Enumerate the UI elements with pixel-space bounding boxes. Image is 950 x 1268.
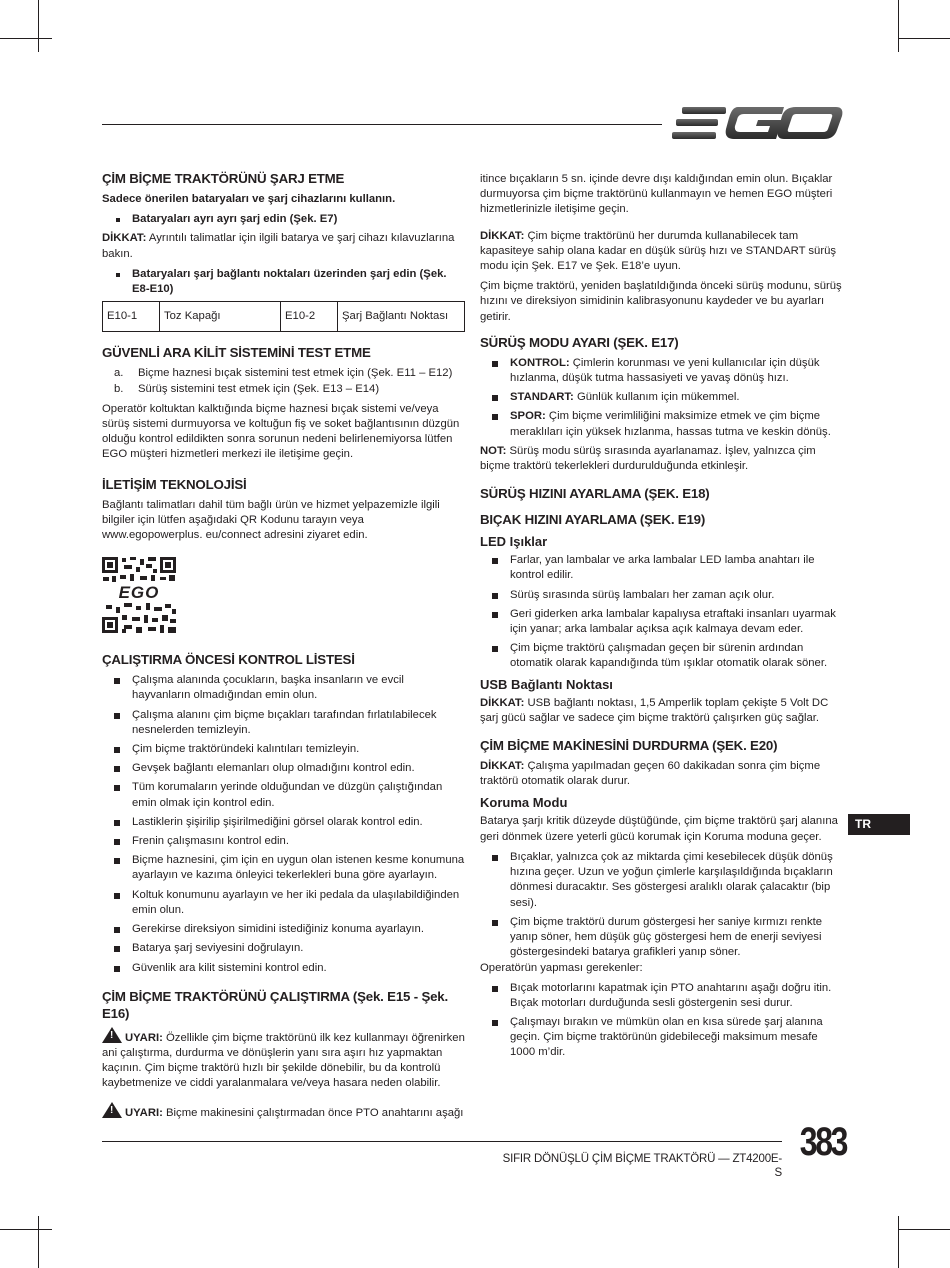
list-item: Tüm korumaların yerinde olduğundan ve düzgün çalıştığından emin olmak için kontrol edin. [102,780,465,810]
crop-mark [898,1216,899,1268]
protect-list [480,850,844,960]
table-row [103,302,465,332]
list-item: Çim biçme traktöründeki kalıntıları temizleyin. [102,742,465,757]
warning-icon [102,1027,122,1043]
list-item: KONTROL: Çimlerin korunması ve yeni kullanıcılar için düşük hızlanma, düşük tutma hassasiyeti ve yavaş dönüş hızı. [480,356,844,386]
comm-body: Bağlantı talimatları dahil tüm bağlı ürün ve hizmet yelpazemizle ilgili bilgiler için lütfen aşağıdaki QR Kodunu tarayın veya www.egopowerplus. eu/connect adresini ziyaret edin. [102,498,440,542]
list-item: Lastiklerin şişirilip şişirilmediğini görsel olarak kontrol edin. [102,815,465,830]
section-title-operate: ÇİM BİÇME TRAKTÖRÜNÜ ÇALIŞTIRMA (Şek. E15 - Şek. E16) [102,988,449,1021]
list-item: Gevşek bağlantı elemanları olup olmadığını kontrol edin. [102,761,465,776]
list-item: Frenin çalışmasını kontrol edin. [102,834,465,849]
list-item: Çalışma alanını çim biçme bıçakları tarafından fırlatılabilecek nesnelerden temizleyin. [102,708,465,738]
stop-text: DİKKAT: Çalışma yapılmadan geçen 60 dakikadan sonra çim biçme traktörü otomatik olarak durur. [480,760,821,788]
crop-mark [898,1229,950,1230]
operate-warning-2: !UYARI: Biçme makinesini çalıştırmadan önce PTO anahtarını aşağı [102,1102,465,1121]
section-title-stop: ÇİM BİÇME MAKİNESİNİ DURDURMA (ŞEK. E20) [480,738,778,754]
crop-mark [0,1229,52,1230]
crop-mark [898,0,899,52]
drive-mode-note: NOT: Sürüş modu sürüş sırasında ayarlanamaz. İşlev, yalnızca çim biçme traktörü tekerlekleri durdurulduğunda etkinleşir. [480,444,816,473]
charge-list-1 [102,212,465,227]
crop-mark [0,38,52,39]
list-item: Çalışma alanında çocukların, başka insanların ve evcil hayvanların olmadığından emin olun. [102,673,465,703]
drive-dikkat: DİKKAT: Çim biçme traktörünü her durumda kullanabilecek tam kapasiteye sahip olana kadar en düşük sürüş hızı ve STANDART sürüş modu için Şek. E17 ve Şek. E18’e uyun. [480,229,837,273]
qr-logo-text: EGO [118,583,160,603]
list-item: Gerekirse direksiyon simidini istediğiniz konuma ayarlayın. [102,922,465,937]
continued-text: itince bıçakların 5 sn. içinde devre dışı kaldığından emin olun. Bıçaklar durmuyorsa çim biçme traktörünü kullanmayın ve hemen EGO müşteri hizmetlerinizle iletişime geçin. [480,173,833,216]
list-item: Bıçaklar, yalnızca çok az miktarda çimi kesebilecek düşük dönüş hızına geçer. Uzun ve yoğun çimlerle karşılaşıldığında bıçakların dönmesi duracaktır. Ses göstergesi aralıklı olarak çalacaktır (bip sesi). [480,850,844,911]
footer-title: SIFIR DÖNÜŞLÜ ÇİM BİÇME TRAKTÖRÜ — ZT4200E-S [502,1153,782,1179]
right-column [480,172,844,1065]
section-title-interlock: GÜVENLİ ARA KİLİT SİSTEMİNİ TEST ETME [102,345,371,361]
subsection-title-usb: USB Bağlantı Noktası [480,676,613,692]
section-title-checklist: ÇALIŞTIRMA ÖNCESİ KONTROL LİSTESİ [102,652,355,668]
interlock-body: Operatör koltuktan kalktığında biçme haznesi bıçak sistemi ve/veya sürüş sistemi durmuyorsa ve koltuğun fiş ve soket bağlantısının düzgün olduğu kontrol edildikten sonra sorunun nedeni belirlenemiyorsa lütfen EGO müşteri hizmetleri merkezi ile iletişime geçin. [102,402,460,461]
section-title-comm: İLETİŞİM TEKNOLOJİSİ [102,476,247,492]
list-item: Sürüş sırasında sürüş lambaları her zaman açık olur. [480,588,844,603]
table-cell: E10-1 [103,302,160,332]
list-item: Bıçak motorlarını kapatmak için PTO anahtarını aşağı doğru itin. Bıçak motorları durduğunda sesli göstergenin sesi durur. [480,981,844,1011]
crop-mark [38,0,39,52]
section-title-drive-mode: SÜRÜŞ MODU AYARI (ŞEK. E17) [480,334,679,350]
page-number: 383 [799,1120,846,1164]
list-item: Çim biçme traktörü çalışmadan geçen bir sürenin ardından otomatik olarak kapandığında tüm ışıklar otomatik olarak söner. [480,641,844,671]
list-item: Bataryaları şarj bağlantı noktaları üzerinden şarj edin (Şek. E8-E10) [102,267,465,297]
section-title-drive-speed: SÜRÜŞ HIZINI AYARLAMA (ŞEK. E18) [480,486,710,502]
qr-code [102,557,176,633]
language-tab-label: TR [855,817,871,831]
list-item: Farlar, yan lambalar ve arka lambalar LED lamba anahtarı ile kontrol edilir. [480,553,844,583]
led-list [480,553,844,671]
charge-lead: Sadece önerilen bataryaları ve şarj cihazlarını kullanın. [102,193,396,205]
section-title-blade-speed: BIÇAK HIZINI AYARLAMA (ŞEK. E19) [480,512,706,528]
protect-operator: Operatörün yapması gerekenler: [480,962,643,975]
list-item: Bataryaları ayrı ayrı şarj edin (Şek. E7) [102,212,465,227]
table-cell: E10-2 [281,302,338,332]
drive-mode-list [480,356,844,440]
crop-mark [898,38,950,39]
footer-rule [102,1141,782,1142]
table-cell: Toz Kapağı [160,302,281,332]
list-item: Geri giderken arka lambalar kapalıysa etraftaki insanları uyarmak için yanar; arka lambalar açıksa açık kalmaya devam eder. [480,607,844,637]
calibration-text: Çim biçme traktörü, yeniden başlatıldığında önceki sürüş modunu, sürüş hızını ve direksiyon simidinin kalibrasyonunu kaydeder ve bu ayarları getirir. [480,280,842,323]
left-column [102,170,465,1126]
interlock-list [102,366,465,396]
usb-text: DİKKAT: USB bağlantı noktası, 1,5 Amperlik toplam çekişte 5 Volt DC şarj gücü sağlar ve sadece çim biçme traktörü çalışırken güç sağlar. [480,696,829,724]
table-cell: Şarj Bağlantı Noktası [338,302,465,332]
list-item: Koltuk konumunu ayarlayın ve her iki pedala da ulaşılabildiğinden emin olun. [102,888,465,918]
list-item: Güvenlik ara kilit sistemini kontrol edin. [102,961,465,976]
list-item: Çim biçme traktörü durum göstergesi her saniye kırmızı renkte yanıp söner, hem düşük güç göstergesi hem de enerji seviyesi göstergesindeki batarya grafikleri yanıp söner. [480,915,844,961]
list-item: SPOR: Çim biçme verimliliğini maksimize etmek ve çim biçme meraklıları için yüksek hızlanma, hassas tutma ve keskin dönüş. [480,409,844,439]
checklist-list [102,673,465,975]
operate-warning-1: !UYARI: Özellikle çim biçme traktörünü ilk kez kullanmayı öğrenirken ani çalıştırma, durdurma ve dönüşlerin yanı sıra aşırı hız yapmaktan kaçının. Çim biçme traktörü hızlı bir şekilde dönebilir, bu da kontrolü kaybetmenize ve ciddi yaralanmalara ve/veya hasara neden olabilir. [102,1027,465,1092]
charge-dikkat: DİKKAT: Ayrıntılı talimatlar için ilgili batarya ve şarj cihazı kılavuzlarına bakın. [102,232,455,260]
parts-table [102,301,465,332]
header-rule [102,124,662,125]
subsection-title-protect: Koruma Modu [480,795,568,811]
list-item: Batarya şarj seviyesini doğrulayın. [102,941,465,956]
charge-list-2 [102,267,465,297]
protect-list-2 [480,981,844,1061]
list-item: STANDART: Günlük kullanım için mükemmel. [480,390,844,405]
warning-icon [102,1102,122,1118]
section-title-charge: ÇİM BİÇME TRAKTÖRÜNÜ ŞARJ ETME [102,171,345,186]
subsection-title-led: LED Işıklar [480,534,548,550]
list-item: b. Sürüş sistemini test etmek için (Şek. E13 – E14) [114,382,380,395]
protect-body: Batarya şarjı kritik düzeyde düştüğünde, çim biçme traktörü şarj alanına geri dönmek üzere yeterli gücü korumak için Koruma moduna geçer. [480,815,838,843]
ego-logo [672,104,844,142]
list-item: a. Biçme haznesi bıçak sistemini test etmek için (Şek. E11 – E12) [114,367,453,380]
language-tab [848,814,910,835]
list-item: Biçme haznesini, çim için en uygun olan istenen kesme konumuna ayarlayın ve kazıma önleyici tekerlekleri buna göre ayarlayın. [102,853,465,883]
list-item: Çalışmayı bırakın ve mümkün olan en kısa sürede şarj alanına geçin. Çim biçme traktörünün gidebileceği maksimum mesafe 1000 m’dir. [480,1015,844,1061]
crop-mark [38,1216,39,1268]
ego-logo-icon [672,104,844,142]
